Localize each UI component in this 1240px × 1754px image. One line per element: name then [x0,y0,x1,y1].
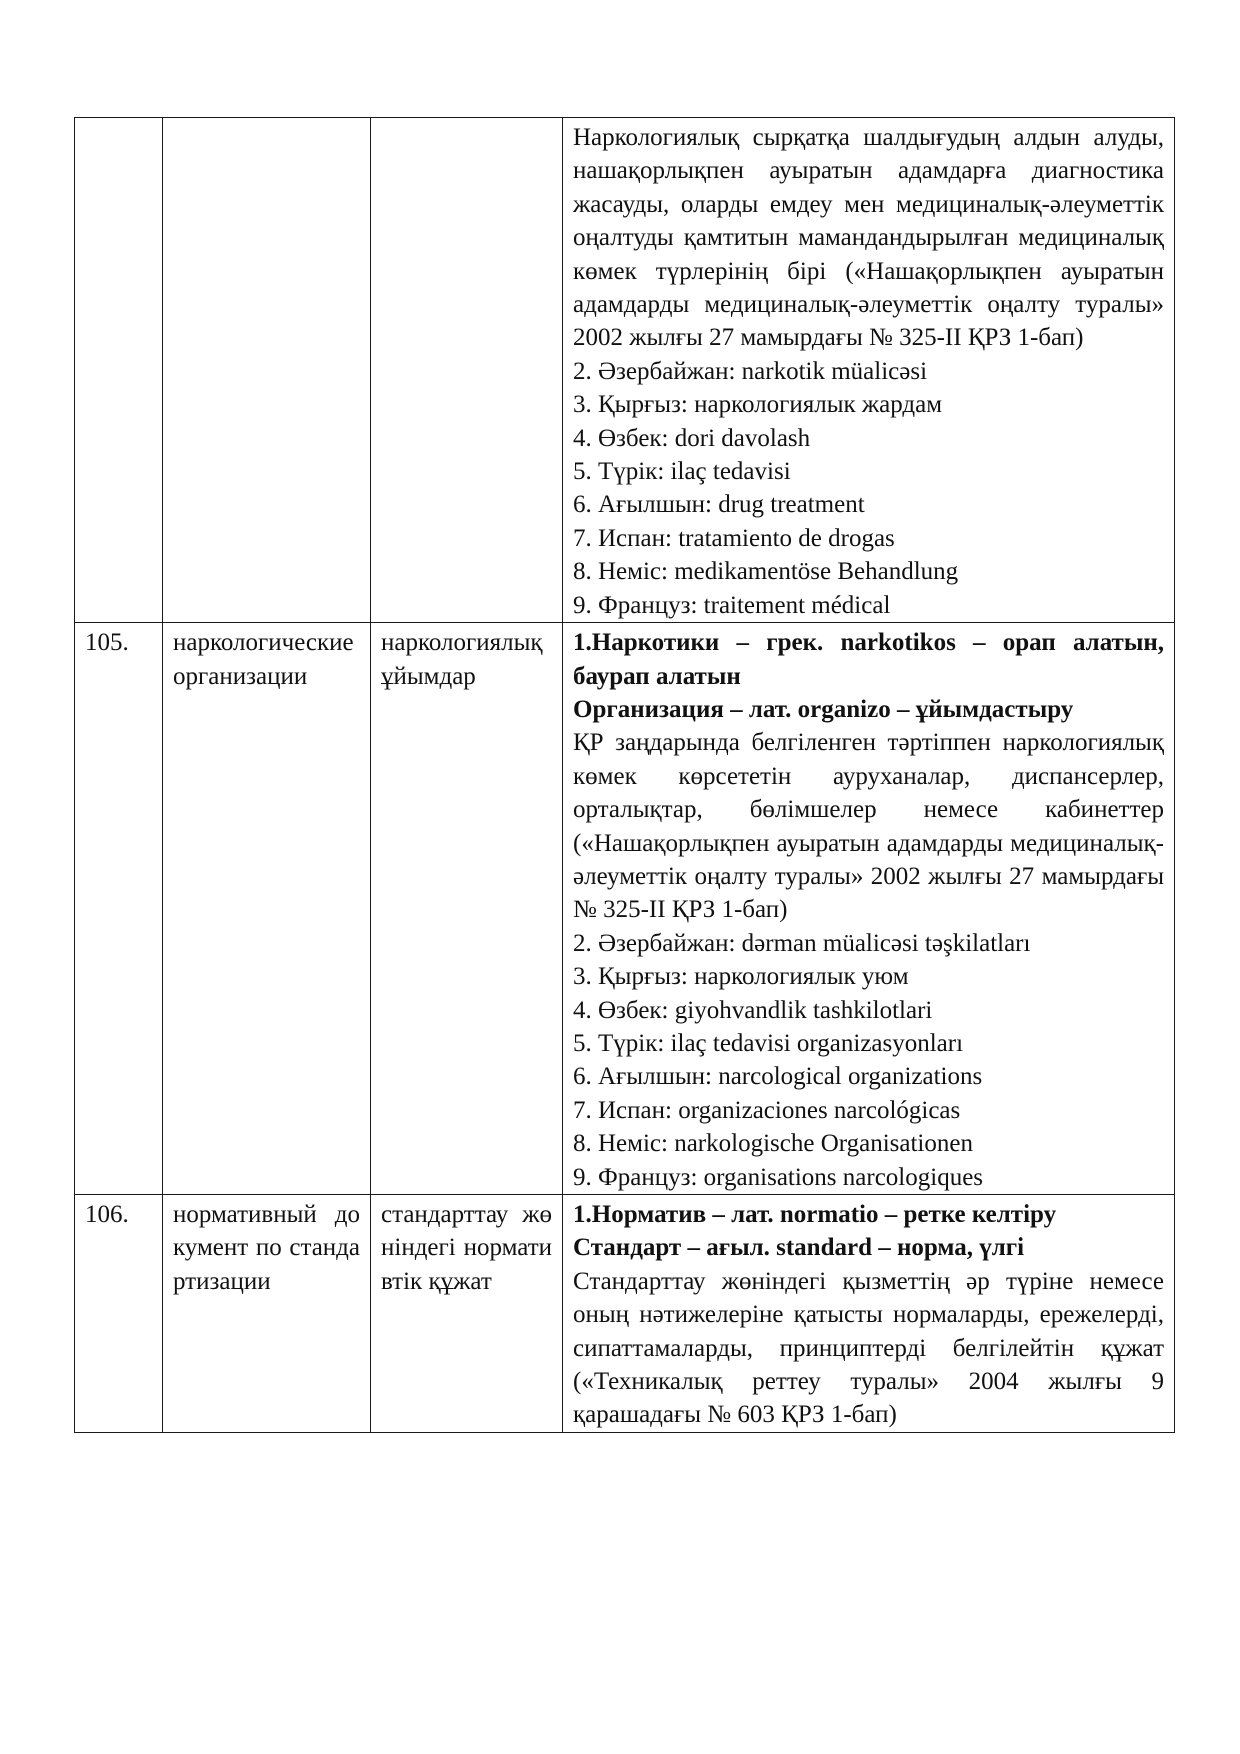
translation-line: 7. Испан: tratamiento de drogas [573,524,895,552]
translation-line: 8. Неміс: medikamentöse Behandlung [573,558,959,586]
etymology-line: Организация – лат. organizo – ұйымдастыру [573,695,1074,723]
table-row [75,1195,1175,1433]
definition-cell [563,1195,1175,1433]
definition-text: Стандарттау жөніндегі қызметтің әр түріне немесе оның нәтижелеріне қатысты нормаларды, ережелерді, сипаттамаларды, принциптерді белгілейтін құжат («Техникалық реттеу туралы» 2004 жылғы 9 қарашадағы № 603 ҚРЗ 1-бап) [573,1267,1164,1429]
entry-number: 105. [75,623,163,1195]
kazakh-term: наркологиялық ұйымдар [371,623,563,1195]
translation-line: 9. Француз: organisations narcologiques [573,1163,984,1191]
translation-line: 5. Түрік: ilaç tedavisi [573,458,791,486]
etymology-line: Стандарт – ағыл. standard – норма, үлгі [573,1234,1025,1262]
translation-line: 3. Қырғыз: наркологиялык уюм [573,963,909,991]
translation-line: 6. Ағылшын: drug treatment [573,491,865,519]
glossary-table [74,117,1175,1433]
translation-line: 7. Испан: organizaciones narcológicas [573,1096,961,1124]
translation-line: 2. Әзербайжан: narkotik müalicəsi [573,357,928,385]
definition-text: Наркологиялық сырқатқа шалдығудың алдын алуды, нашақорлықпен ауыратын адамдарға диагностика жасауды, оларды емдеу мен медициналық-әлеуметтік оңалтуды қамтитын мамандандырылған медициналық көмек түрлерінің бірі («Нашақорлықпен ауыратын адамдарды медициналық-әлеуметтік оңалту туралы» 2002 жылғы 27 мамырдағы № 325-II ҚРЗ 1-бап) [573,124,1164,352]
translation-line: 6. Ағылшын: narcological organizations [573,1063,983,1091]
table-row [75,623,1175,1195]
translation-line: 4. Өзбек: dori davolash [573,424,811,452]
translation-line: 2. Әзербайжан: dərman müalicəsi təşkilatları [573,929,1031,957]
definition-text: ҚР заңдарында белгіленген тәртіппен наркологиялық көмек көрсететін ауруханалар, диспансерлер, орталықтар, бөлімшелер немесе кабинеттер («Нашақорлықпен ауыратын адамдарды медициналық-әлеуметтік оңалту туралы» 2002 жылғы 27 мамырдағы № 325-II ҚРЗ 1-бап) [573,729,1164,924]
entry-number: 106. [75,1195,163,1433]
kazakh-term: стандарттау жөніндегі нормативтік құжат [371,1195,563,1433]
translation-line: 9. Француз: traitement médical [573,591,891,619]
etymology-line: 1.Наркотики – грек. narkotikos – орап алатын, баурап алатын [573,629,1164,690]
translation-line: 5. Түрік: ilaç tedavisi organizasyonları [573,1029,964,1057]
table-row [75,118,1175,623]
entry-number [75,118,163,623]
translation-line: 8. Неміс: narkologische Organisationen [573,1130,973,1158]
russian-term [163,118,371,623]
etymology-line: 1.Норматив – лат. normatio – ретке келтіру [573,1201,1057,1228]
definition-cell [563,118,1175,623]
translation-line: 3. Қырғыз: наркологиялык жардам [573,391,943,419]
definition-cell [563,623,1175,1195]
kazakh-term [371,118,563,623]
russian-term: нормативный документ по стандартизации [163,1195,371,1433]
translation-line: 4. Өзбек: giyohvandlik tashkilotlari [573,996,933,1024]
russian-term: наркологические организации [163,623,371,1195]
